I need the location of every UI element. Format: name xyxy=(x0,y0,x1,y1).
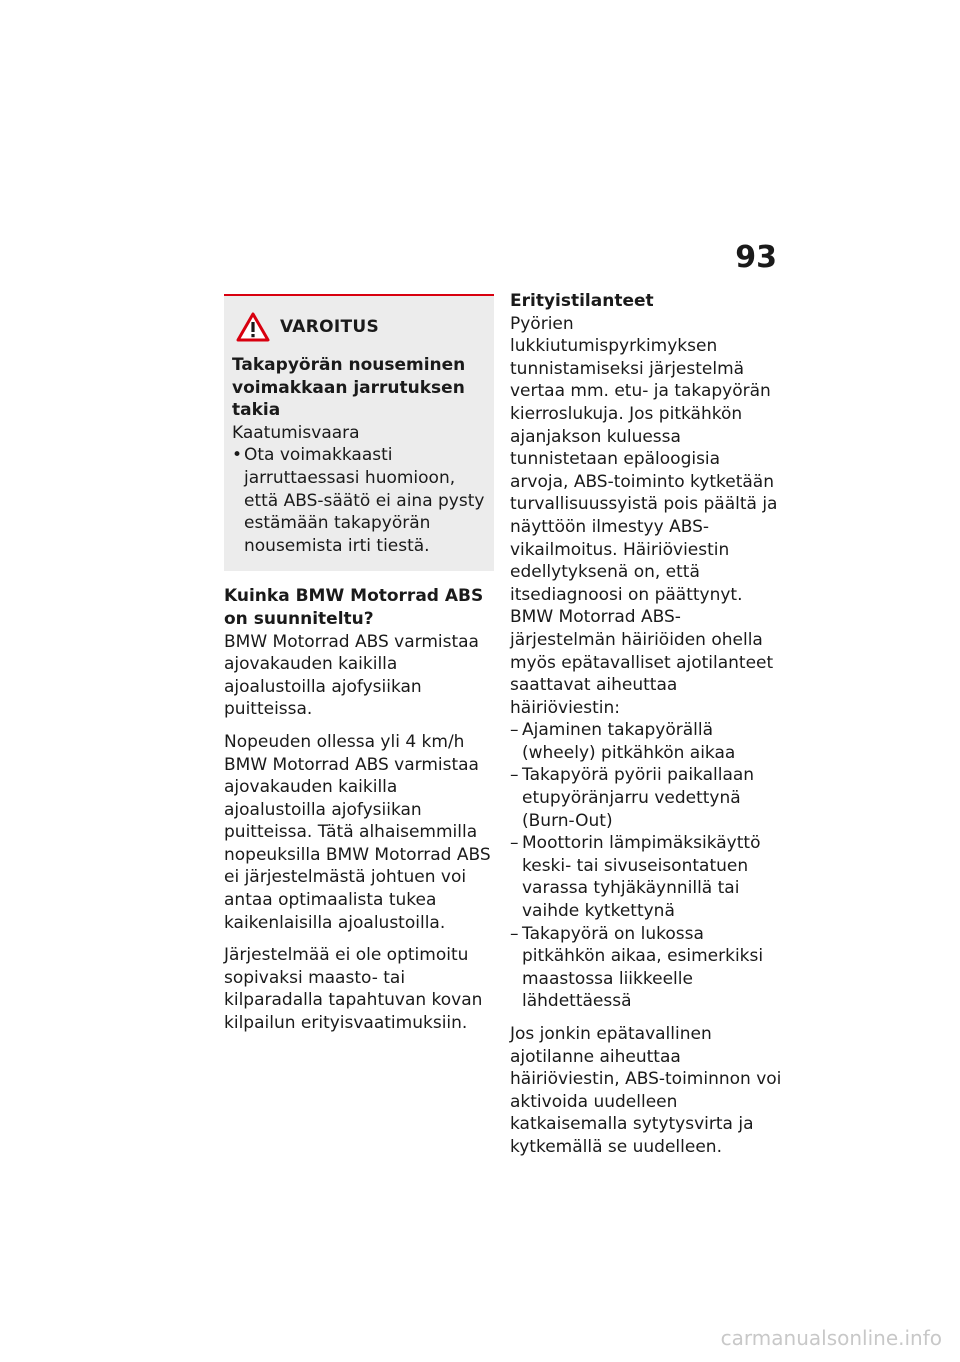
paragraph: Järjestelmää ei ole optimoitu sopivaksi maasto- tai kilparadalla tapahtuvan kovan kilpailun erityisvaatimuksiin. xyxy=(224,945,483,1034)
list-item xyxy=(510,923,782,1013)
dash-mark: – xyxy=(510,833,519,854)
warning-title: VAROITUS xyxy=(280,316,380,337)
list-item-text: Takapyörä pyörii paikallaan etupyöränjarru vedettynä (Burn-Out) xyxy=(522,765,755,831)
page-number: 93 xyxy=(735,240,777,275)
paragraph: BMW Motorrad ABS varmistaa ajovakauden kaikilla ajoalustoilla ajofysiikan puitteissa. xyxy=(224,631,479,720)
right-column xyxy=(510,290,782,1169)
list-item-text: Takapyörä on lukossa pitkähkön aikaa, esimerkiksi maastossa liikkeelle lähdettäessä xyxy=(522,923,764,1012)
warning-bullet xyxy=(232,444,486,557)
warning-subheading: Kaatumisvaara xyxy=(232,422,360,443)
dash-mark: – xyxy=(510,720,519,741)
list-item-text: Ajaminen takapyörällä (wheely) pitkähkön aikaa xyxy=(522,720,736,763)
paragraph: Pyörien lukkiutumispyrkimyksen tunnistamiseksi järjestelmä vertaa mm. etu- ja takapyörän kierroslukuja. Jos pitkähkön ajanjakson kuluessa tunnistetaan epäloogisia arvoja, ABS-toiminto kytketään turvallisuussyistä pois päältä ja näyttöön ilmestyy ABS-vikailmoitus. Häiriöviestin edellytyksenä on, että itsediagnoosi on päättynyt. xyxy=(510,313,778,605)
list-item xyxy=(510,832,782,922)
warning-header xyxy=(232,312,486,342)
situation-list xyxy=(510,719,782,1013)
list-item xyxy=(510,719,782,764)
dash-mark: – xyxy=(510,765,519,786)
dash-mark: – xyxy=(510,923,519,944)
section-heading-special-situations: Erityistilanteet xyxy=(510,291,654,311)
watermark: carmanualsonline.info xyxy=(720,1326,942,1350)
bullet-mark: • xyxy=(232,445,243,466)
paragraph: BMW Motorrad ABS-järjestelmän häiriöiden ohella myös epätavalliset ajotilanteet saattavat aiheuttaa häiriöviestin: xyxy=(510,607,774,718)
list-item-text: Moottorin lämpimäksikäyttö keski- tai sivuseisontatuen varassa tyhjäkäynnillä tai vaihde kytkettynä xyxy=(522,833,761,922)
warning-heading: Takapyörän nouseminen voimakkaan jarrutuksen takia xyxy=(232,355,466,421)
warning-box xyxy=(224,294,494,571)
paragraph: Jos jonkin epätavallinen ajotilanne aiheuttaa häiriöviestin, ABS-toiminnon voi aktivoida uudelleen katkaisemalla sytytysvirta ja kytkemällä se uudelleen. xyxy=(510,1024,782,1157)
left-column xyxy=(224,294,494,1045)
list-item xyxy=(510,764,782,832)
warning-bullet-text: Ota voimakkaasti jarruttaessasi huomioon, että ABS-säätö ei aina pysty estämään takapyörän nousemista irti tiestä. xyxy=(244,445,485,556)
paragraph: Nopeuden ollessa yli 4 km/h BMW Motorrad ABS varmistaa ajovakauden kaikilla ajoalustoilla ajofysiikan puitteissa. Tätä alhaisemmilla nopeuksilla BMW Motorrad ABS ei järjestelmästä johtuen voi antaa optimaalista tukea kaikenlaisilla ajoalustoilla. xyxy=(224,731,491,933)
warning-triangle-icon xyxy=(236,312,270,342)
section-heading-abs-design: Kuinka BMW Motorrad ABS on suunniteltu? xyxy=(224,586,484,629)
